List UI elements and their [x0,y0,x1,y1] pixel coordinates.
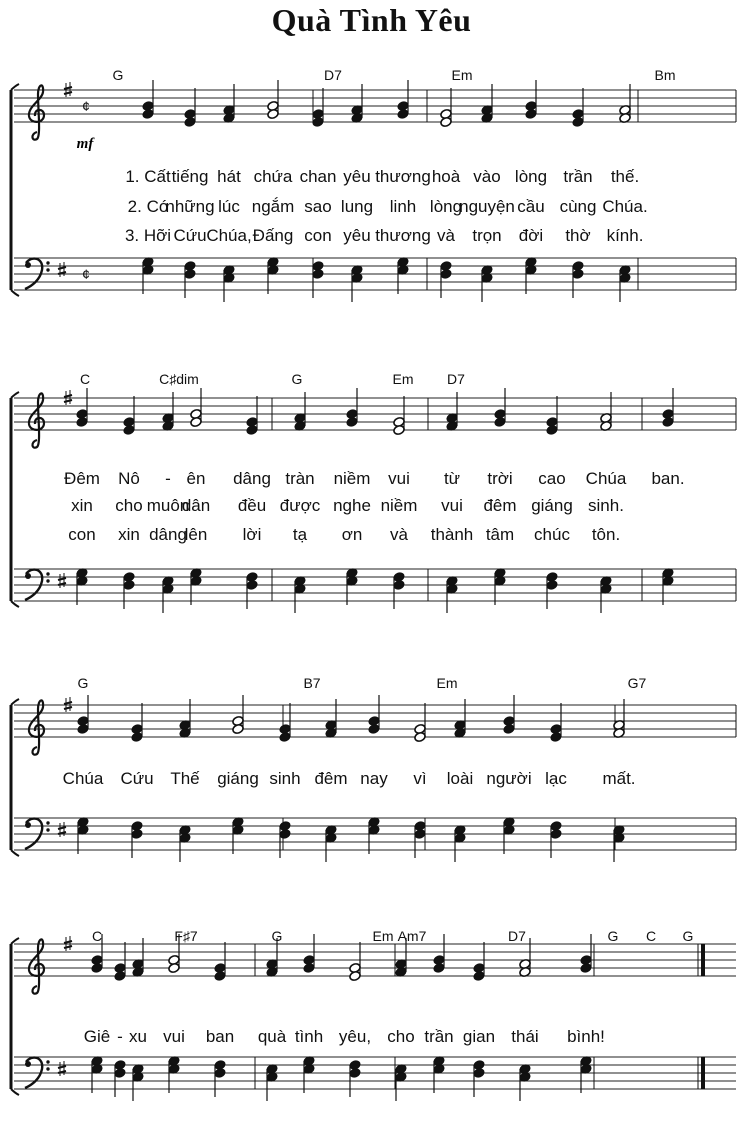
lyric-syllable: cho [115,496,143,515]
notehead [131,731,144,742]
lyric-syllable: vui [441,496,463,515]
lyric-syllable: Cứu [120,769,154,788]
lyric-syllable: trần [424,1027,454,1046]
notehead [349,1067,362,1078]
notehead [123,424,136,435]
dynamic-marking: mf [76,136,94,152]
notehead [114,970,127,981]
notehead [214,1067,227,1078]
lyric-syllable: và [390,525,408,544]
notehead [267,108,280,119]
lyric-syllable: muôn [146,496,190,515]
lyric-syllable: Nô [118,469,140,488]
lyric-syllable: Đêm [64,469,100,488]
notehead [440,268,453,279]
notehead [184,116,197,127]
notehead [550,828,563,839]
bass-clef-dot [25,262,31,268]
lyric-syllable: nay [360,769,388,788]
lyric-syllable: - [165,469,171,488]
lyric-syllable: lời [242,525,262,544]
lyric-syllable: ơn [341,525,363,544]
notehead [76,416,89,427]
chord-symbol: D7 [508,928,526,944]
chord-symbol: D7 [447,371,465,387]
notehead [114,1067,127,1078]
lyric-syllable: ban [205,1027,235,1046]
lyric-syllable: trần [563,167,593,186]
bass-clef-dot [25,822,31,828]
chord-symbol: C♯dim [159,371,199,387]
lyric-syllable: dân [181,496,211,515]
lyric-syllable: sao [304,197,332,216]
system-bracket-hook [11,1089,19,1095]
chord-symbol: D7 [324,67,342,83]
notehead [572,116,585,127]
notehead [168,962,181,973]
bass-clef-dot [46,572,49,575]
notehead [414,731,427,742]
notehead [572,268,585,279]
lyric-syllable: ngắm [251,197,295,216]
notehead [368,723,381,734]
lyric-syllable: tràn [285,469,315,488]
system-bracket-hook [11,290,19,296]
lyric-syllable: lạc [545,769,567,788]
chord-symbol: B7 [303,675,321,691]
chord-symbol: Em [436,675,458,691]
lyric-syllable: và [437,226,455,245]
bass-clef-dot [46,1067,49,1070]
lyric-syllable: những [165,197,215,216]
bass-clef-dot [25,1061,31,1067]
lyric-syllable: con [304,226,332,245]
system-bracket-hook [11,850,19,856]
notehead [131,828,144,839]
treble-clef [29,85,44,139]
lyric-syllable: nguyện [459,197,515,216]
notehead [184,268,197,279]
lyric-syllable: 2. Có [127,197,169,216]
bass-clef-dot [46,828,49,831]
lyric-syllable: tạ [292,525,308,544]
lyric-syllable: được [279,496,321,515]
lyric-syllable: dâng [149,525,187,544]
bass-clef-dot [46,261,49,264]
lyric-syllable: giáng [531,496,573,515]
time-signature: ¢ [82,266,90,282]
notehead [393,424,406,435]
lyric-syllable: người [486,769,532,788]
notehead [312,268,325,279]
lyric-syllable: trời [487,469,513,488]
chord-symbol: G [607,928,619,944]
lyric-syllable: tình [294,1027,324,1046]
notehead [303,962,316,973]
chord-symbol: G [291,371,303,387]
chord-symbol: Em [372,928,394,944]
lyric-syllable: yêu [343,226,371,245]
lyric-syllable: xin [118,525,140,544]
bass-clef-dot [25,573,31,579]
lyric-syllable: đêm [483,496,517,515]
lyric-syllable: loài [446,769,474,788]
key-signature-sharp [58,1061,66,1076]
notehead [546,424,559,435]
system-bracket-hook [11,84,19,90]
lyric-syllable: 1. Cất [125,167,171,186]
lyric-syllable: kính. [606,226,644,245]
notehead [349,970,362,981]
lyric-syllable: vui [163,1027,185,1046]
lyric-syllable: thờ [565,226,591,245]
lyric-syllable: thương [375,167,431,186]
lyric-syllable: cầu [517,197,545,216]
lyric-syllable: lên [184,525,208,544]
notehead [91,962,104,973]
lyric-syllable: - [117,1027,123,1046]
chord-symbol: G [682,928,694,944]
lyric-syllable: thế. [610,167,640,186]
lyric-syllable: Đấng [252,226,294,245]
lyric-syllable: Cứu [173,226,207,245]
lyric-syllable: linh [389,197,417,216]
lyric-syllable: Chúa [62,769,104,788]
lyric-syllable: đời [518,226,544,245]
lyric-syllable: bình! [567,1027,605,1046]
system-bracket-hook [11,601,19,607]
song-title: Quà Tình Yêu [271,2,472,38]
notehead [525,108,538,119]
lyric-syllable: đều [237,496,267,515]
bass-clef-dot [46,268,49,271]
lyric-syllable: lòng [429,197,463,216]
lyric-syllable: trọn [472,226,502,245]
bass-clef-dot [46,1060,49,1063]
notehead [279,731,292,742]
lyric-syllable: Chúa [585,469,627,488]
lyric-syllable: xin [71,496,93,515]
lyric-syllable: niềm [333,469,371,488]
treble-clef [29,393,44,447]
lyric-syllable: sinh. [588,496,624,515]
lyric-syllable: từ [443,469,461,488]
lyric-syllable: gian [462,1027,496,1046]
bass-clef-dot [46,579,49,582]
notehead [414,828,427,839]
treble-clef [29,939,44,993]
lyric-syllable: lung [340,197,374,216]
chord-symbol: G [77,675,89,691]
lyric-syllable: tiếng [171,167,209,186]
lyric-syllable: yêu, [338,1027,372,1046]
notehead [393,579,406,590]
chord-symbol: Em [451,67,473,83]
chord-symbol: C [91,928,103,944]
notehead [662,416,675,427]
lyric-syllable: hát [217,167,241,186]
system-bracket-hook [11,938,19,944]
notehead [440,116,453,127]
notehead [190,416,203,427]
lyric-syllable: đêm [314,769,348,788]
chord-symbol: G7 [627,675,647,691]
chord-symbol: Am7 [397,928,427,944]
notehead [246,579,259,590]
notehead [580,962,593,973]
notehead [312,116,325,127]
lyric-syllable: chứa [253,167,293,186]
notehead [550,731,563,742]
lyric-syllable: Giê [83,1027,111,1046]
notehead [546,579,559,590]
lyric-syllable: tâm [485,525,515,544]
lyric-syllable: niềm [380,496,418,515]
lyric-syllable: yêu [343,167,371,186]
lyric-syllable: thành [430,525,474,544]
lyric-syllable: chan [299,167,337,186]
treble-clef [29,700,44,754]
lyric-syllable: hoà [431,167,461,186]
chord-symbol: C [645,928,657,944]
lyric-syllable: giáng [217,769,259,788]
lyric-syllable: cao [538,469,566,488]
notehead [142,108,155,119]
lyric-syllable: thái [511,1027,539,1046]
lyric-syllable: ên [186,469,206,488]
lyric-syllable: 3. Hỡi [124,226,172,245]
notehead [246,424,259,435]
system-bracket-hook [11,392,19,398]
system-bracket-hook [11,699,19,705]
lyric-syllable: vì [413,769,427,788]
lyric-syllable: nghe [333,496,371,515]
chord-symbol: Em [392,371,414,387]
lyric-syllable: Chúa. [602,197,648,216]
notehead [433,962,446,973]
lyric-syllable: lòng [514,167,548,186]
lyric-syllable: Chúa, [206,226,252,245]
chord-symbol: G [112,67,124,83]
lyric-syllable: ban. [651,469,685,488]
notehead [397,108,410,119]
notehead [494,416,507,427]
notehead [214,970,227,981]
notehead [346,416,359,427]
notehead [503,723,516,734]
chord-symbol: G [271,928,283,944]
lyric-syllable: con [68,525,96,544]
key-signature-sharp [58,822,66,837]
key-signature-sharp [58,262,66,277]
time-signature: ¢ [82,98,90,114]
chord-symbol: F♯7 [174,928,198,944]
lyric-syllable: sinh [269,769,301,788]
lyric-syllable: quà [257,1027,287,1046]
notehead [473,1067,486,1078]
lyric-syllable: lúc [218,197,240,216]
lyric-syllable: tôn. [591,525,621,544]
chord-symbol: Bm [654,67,676,83]
lyric-syllable: dâng [233,469,271,488]
lyric-syllable: xu [129,1027,147,1046]
lyric-syllable: thương [375,226,431,245]
key-signature-sharp [58,573,66,588]
notehead [279,828,292,839]
notehead [232,723,245,734]
lyric-syllable: vào [473,167,501,186]
bass-clef-dot [46,821,49,824]
lyric-syllable: cùng [559,197,597,216]
notehead [123,579,136,590]
lyric-syllable: cho [387,1027,415,1046]
lyric-syllable: vui [388,469,410,488]
lyric-syllable: mất. [602,769,636,788]
notehead [473,970,486,981]
chord-symbol: C [79,371,91,387]
notehead [77,723,90,734]
lyric-syllable: Thế [170,769,200,788]
lyric-syllable: chúc [534,525,570,544]
